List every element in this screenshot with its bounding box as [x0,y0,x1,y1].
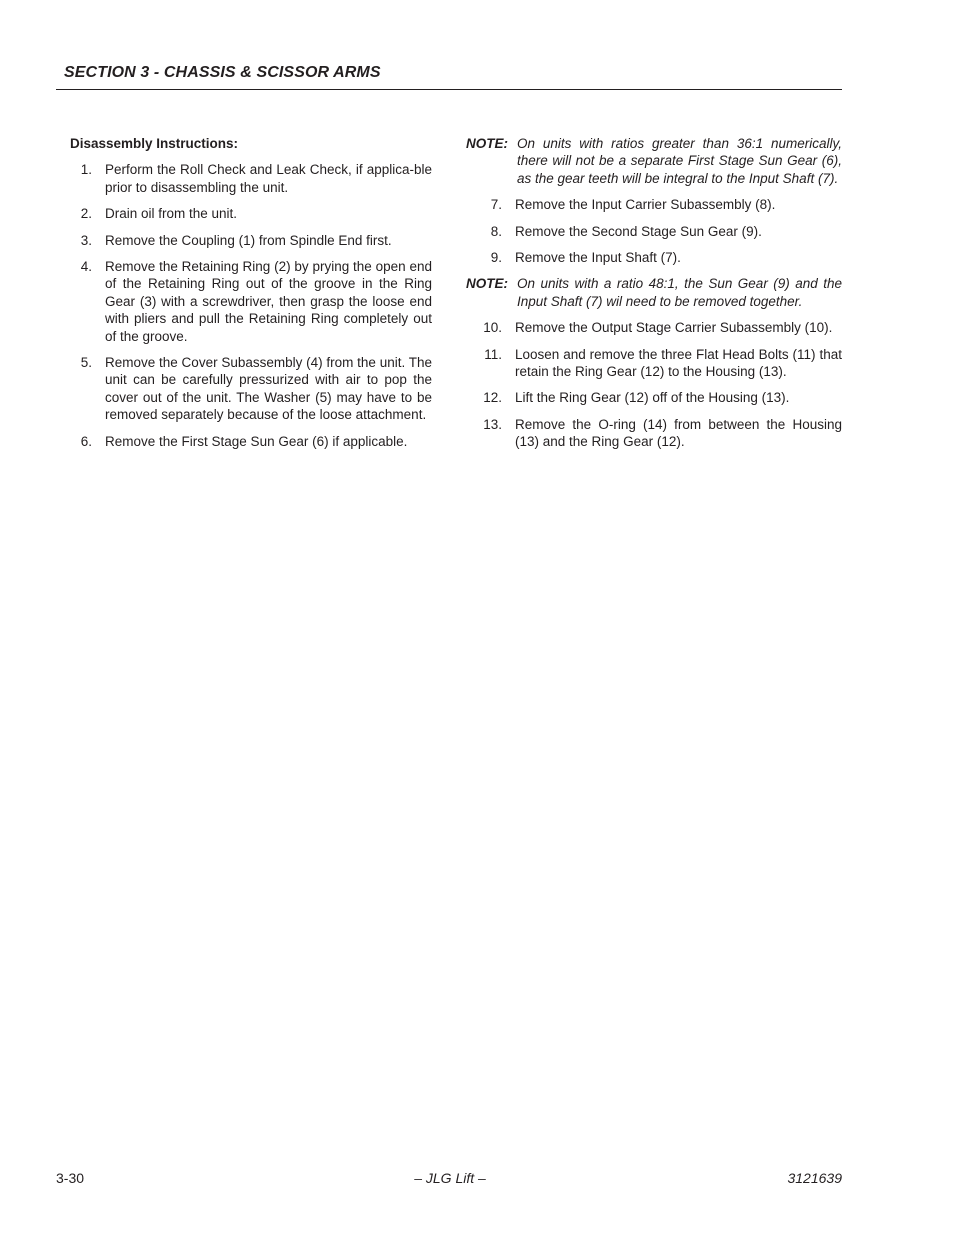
step-text: Remove the Cover Subassembly (4) from the unit. The unit can be carefully pressurized with air to pop the cover out of the unit. The Washer (5) may have to be removed separately because of the loose attachment. [105,355,432,423]
step-text: Perform the Roll Check and Leak Check, if applica-ble prior to disassembling the unit. [105,162,432,195]
section-title: SECTION 3 - CHASSIS & SCISSOR ARMS [64,64,381,81]
note-text: On units with a ratio 48:1, the Sun Gear (9) and the Input Shaft (7) wil need to be removed together. [517,276,842,309]
header-divider [56,89,842,90]
step-number: 3. [80,232,92,248]
step-text: Lift the Ring Gear (12) off of the Housing (13). [515,390,790,406]
step-7 [466,196,842,213]
step-number: 12. [483,390,502,406]
note-ratio-48 [466,275,842,310]
step-number: 9. [490,250,502,266]
step-1 [70,161,432,196]
step-text: Remove the Second Stage Sun Gear (9). [515,223,762,239]
step-text: Remove the Coupling (1) from Spindle End first. [105,232,392,248]
step-text: Remove the Input Carrier Subassembly (8). [515,197,776,213]
step-2 [70,205,432,222]
step-text: Remove the Output Stage Carrier Subassembly (10). [515,320,833,336]
step-3 [70,232,432,249]
note-text: On units with ratios greater than 36:1 numerically, there will not be a separate First Stage Sun Gear (6), as the gear teeth will be integral to the Input Shaft (7). [517,136,842,186]
step-number: 5. [80,355,92,371]
step-text: Drain oil from the unit. [105,206,238,222]
step-text: Remove the O-ring (14) from between the Housing (13) and the Ring Gear (12). [515,416,842,450]
step-12 [466,389,842,406]
disassembly-heading: Disassembly Instructions: [70,136,239,151]
step-4 [70,258,432,345]
step-5 [70,354,432,424]
step-number: 6. [80,433,92,449]
step-number: 10. [483,320,502,336]
note-label: NOTE: [466,276,508,292]
step-8 [466,223,842,240]
step-11 [466,346,842,381]
step-number: 7. [490,197,502,213]
step-13 [466,416,842,451]
right-column [466,135,842,460]
footer-brand: – JLG Lift – [414,1170,486,1186]
step-number: 13. [483,416,502,432]
step-9 [466,249,842,266]
step-6 [70,433,432,450]
note-ratio-36 [466,135,842,187]
step-number: 11. [484,346,502,362]
step-text: Remove the First Stage Sun Gear (6) if applicable. [105,433,408,449]
step-text: Loosen and remove the three Flat Head Bolts (11) that retain the Ring Gear (12) to the Housing (13). [515,346,842,380]
step-number: 4. [80,259,92,275]
page-number: 3-30 [56,1170,85,1186]
step-number: 1. [80,162,92,178]
left-column [70,135,432,459]
step-10 [466,319,842,336]
step-text: Remove the Input Shaft (7). [515,250,681,266]
step-text: Remove the Retaining Ring (2) by prying the open end of the Retaining Ring out of the groove in the Ring Gear (3) with a screwdriver, then grasp the loose end with pliers and pull the Retaining Ring completely out of the groove. [105,259,432,344]
document-number: 3121639 [787,1170,842,1186]
note-label: NOTE: [466,136,508,151]
step-number: 8. [490,223,502,239]
step-number: 2. [80,206,92,222]
